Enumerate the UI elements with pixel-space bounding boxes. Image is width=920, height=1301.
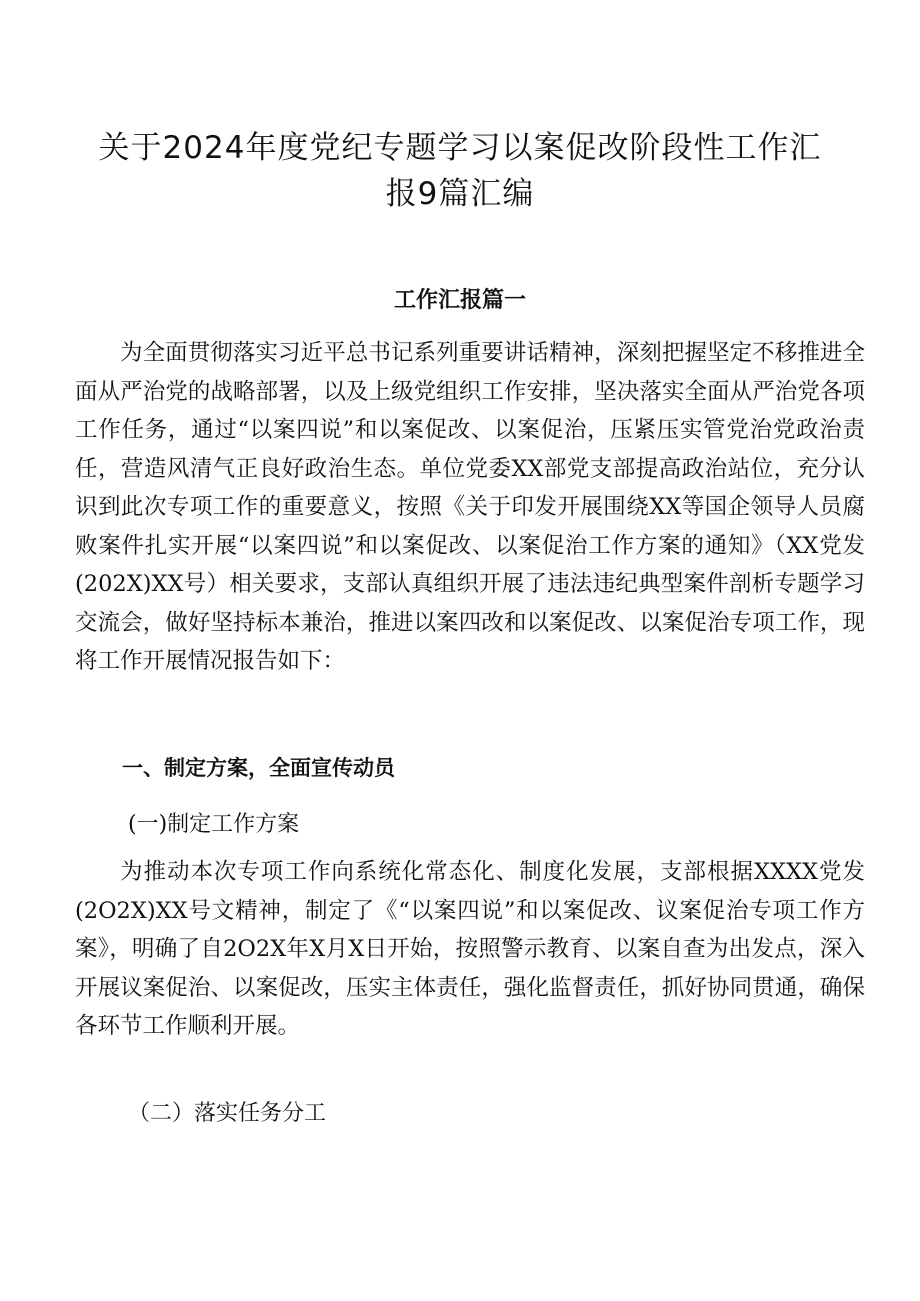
body-paragraph-1: 为全面贯彻落实习近平总书记系列重要讲话精神，深刻把握坚定不移推进全面从严治党的战略部署，以及上级党组织工作安排，坚决落实全面从严治党各项工作任务，通过“以案四说”和以案促改、以案促治，压紧压实管党治党政治责任，营造风清气正良好政治生态。单位党委XX部党支部提高政治站位，充分认识到此次专项工作的重要意义，按照《关于印发开展围绕XX等国企领导人员腐败案件扎实开展“以案四说”和以案促改、以案促治工作方案的通知》（XX党发(202X)XX号）相关要求，支部认真组织开展了违法违纪典型案件剖析专题学习交流会，做好坚持标本兼治，推进以案四改和以案促改、以案促治专项工作，现将工作开展情况报告如下： <box>75 340 865 674</box>
section-title: 工作汇报篇一 <box>393 288 526 313</box>
subheading-2: （二）落实任务分工 <box>128 1101 327 1126</box>
heading-level-1: 一、制定方案，全面宣传动员 <box>122 756 395 780</box>
subheading-1: (一)制定工作方案 <box>128 812 300 837</box>
document-title-line-2: 报9篇汇编 <box>385 176 535 212</box>
body-paragraph-2: 为推动本次专项工作向系统化常态化、制度化发展，支部根据XXXX党发(2O2X)XX号文精神，制定了《“以案四说”和以案促改、议案促治专项工作方案》，明确了自2O2X年X月X日开始，按照警示教育、以案自查为出发点，深入开展议案促治、以案促改，压实主体责任，强化监督责任，抓好协同贯通，确保各环节工作顺利开展。 <box>75 859 865 1039</box>
document-title-line-1: 关于2024年度党纪专题学习以案促改阶段性工作汇 <box>98 130 822 166</box>
